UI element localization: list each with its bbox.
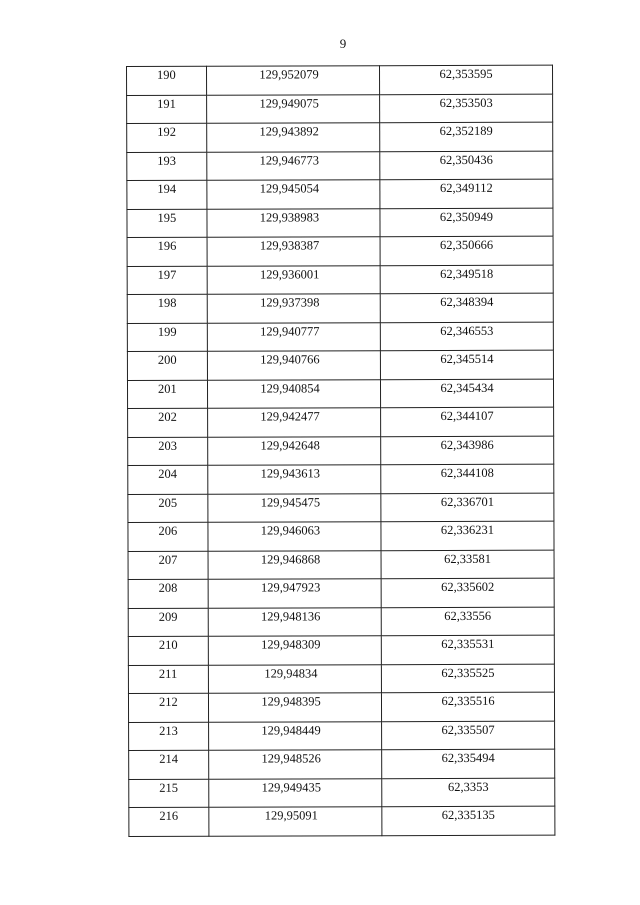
point-number-cell — [127, 66, 207, 95]
x-coordinate-cell — [208, 664, 381, 693]
point-number-cell-text: 201 — [157, 381, 177, 396]
y-coordinate-cell-text: 62,335531 — [441, 636, 495, 652]
point-number-cell-text: 205 — [158, 495, 178, 510]
x-coordinate-cell — [208, 465, 381, 494]
y-coordinate-cell — [380, 350, 553, 379]
y-coordinate-cell-text: 62,335602 — [441, 579, 495, 595]
point-number-cell — [128, 579, 208, 608]
x-coordinate-cell — [208, 636, 381, 665]
point-number-cell — [127, 152, 207, 181]
y-coordinate-cell-text: 62,33581 — [444, 551, 492, 566]
point-number-cell — [128, 522, 208, 551]
point-number-cell — [128, 465, 208, 494]
x-coordinate-cell-text: 129,943892 — [259, 124, 319, 139]
x-coordinate-cell — [208, 693, 381, 722]
x-coordinate-cell — [207, 208, 380, 237]
point-number-cell-text: 215 — [159, 780, 179, 795]
x-coordinate-cell — [209, 778, 382, 807]
x-coordinate-cell — [207, 180, 380, 209]
table-row — [129, 749, 555, 779]
table-row — [127, 122, 553, 152]
point-number-cell — [127, 351, 207, 380]
y-coordinate-cell-text: 62,335516 — [441, 693, 495, 709]
x-coordinate-cell-text: 129,947923 — [260, 580, 321, 595]
y-coordinate-cell — [380, 65, 553, 94]
table-row — [129, 778, 555, 808]
point-number-cell-text: 212 — [158, 694, 178, 709]
y-coordinate-cell — [381, 578, 554, 607]
x-coordinate-cell-text: 129,943613 — [260, 466, 320, 481]
table-row — [128, 664, 554, 694]
y-coordinate-cell-text: 62,349112 — [440, 180, 493, 196]
point-number-cell-text: 216 — [159, 808, 179, 823]
x-coordinate-cell-text: 129,946773 — [259, 152, 320, 168]
y-coordinate-cell-text: 62,335525 — [441, 665, 495, 680]
point-number-cell — [128, 494, 208, 523]
table-row — [128, 493, 554, 523]
x-coordinate-cell — [208, 550, 381, 579]
y-coordinate-cell — [382, 806, 555, 835]
coordinates-table-body — [127, 65, 555, 836]
point-number-cell — [127, 380, 207, 409]
table-row — [128, 464, 554, 494]
x-coordinate-cell-text: 129,952079 — [259, 67, 319, 82]
x-coordinate-cell — [209, 807, 382, 836]
table-row — [128, 692, 554, 722]
y-coordinate-cell — [381, 407, 554, 436]
x-coordinate-cell — [209, 750, 382, 779]
y-coordinate-cell — [382, 778, 555, 807]
x-coordinate-cell-text: 129,948309 — [261, 637, 321, 652]
point-number-cell-text: 194 — [157, 181, 177, 196]
x-coordinate-cell-text: 129,945054 — [259, 181, 320, 196]
y-coordinate-cell — [382, 721, 555, 750]
x-coordinate-cell — [208, 522, 381, 551]
point-number-cell — [127, 123, 207, 152]
table-row — [128, 607, 554, 637]
point-number-cell-text: 199 — [157, 324, 177, 339]
x-coordinate-cell-text: 129,942648 — [260, 437, 320, 453]
point-number-cell-text: 198 — [157, 295, 177, 310]
y-coordinate-cell — [381, 692, 554, 721]
point-number-cell — [127, 180, 207, 209]
x-coordinate-cell — [207, 294, 380, 323]
point-number-cell — [127, 95, 207, 124]
table-row — [127, 94, 553, 124]
x-coordinate-cell — [207, 351, 380, 380]
point-number-cell-text: 195 — [157, 210, 177, 225]
table-row — [128, 521, 554, 551]
y-coordinate-cell — [382, 749, 555, 778]
table-row — [129, 721, 555, 751]
y-coordinate-cell — [381, 607, 554, 636]
table-row — [127, 265, 553, 295]
x-coordinate-cell-text: 129,940766 — [260, 352, 320, 367]
x-coordinate-cell — [207, 322, 380, 351]
y-coordinate-cell — [381, 521, 554, 550]
y-coordinate-cell — [380, 265, 553, 294]
table-row — [127, 179, 553, 209]
y-coordinate-cell — [380, 122, 553, 151]
y-coordinate-cell — [381, 635, 554, 664]
x-coordinate-cell-text: 129,940854 — [260, 380, 320, 396]
x-coordinate-cell — [207, 379, 380, 408]
table-row — [127, 293, 553, 323]
point-number-cell-text: 200 — [157, 352, 177, 367]
x-coordinate-cell — [208, 579, 381, 608]
y-coordinate-cell — [380, 322, 553, 351]
x-coordinate-cell-text: 129,94834 — [264, 665, 318, 681]
point-number-cell — [128, 636, 208, 665]
table-row — [128, 635, 554, 665]
y-coordinate-cell — [380, 208, 553, 237]
table-row — [127, 208, 553, 238]
x-coordinate-cell-text: 129,946063 — [260, 523, 321, 538]
y-coordinate-cell-text: 62,348394 — [440, 294, 494, 310]
point-number-cell-text: 193 — [157, 153, 177, 168]
point-number-cell — [129, 779, 209, 808]
point-number-cell — [129, 722, 209, 751]
x-coordinate-cell — [207, 94, 380, 123]
table-row — [128, 578, 554, 608]
y-coordinate-cell-text: 62,33556 — [444, 608, 492, 623]
x-coordinate-cell-text: 129,948449 — [261, 722, 321, 738]
point-number-cell — [128, 608, 208, 637]
x-coordinate-cell-text: 129,938983 — [259, 209, 320, 225]
table-row — [128, 407, 554, 437]
y-coordinate-cell-text: 62,344108 — [440, 465, 494, 481]
x-coordinate-cell — [208, 408, 381, 437]
table-row — [127, 65, 553, 95]
point-number-cell-text: 197 — [157, 267, 177, 282]
y-coordinate-cell-text: 62,343986 — [440, 437, 494, 452]
y-coordinate-cell-text: 62,353503 — [439, 95, 493, 110]
point-number-cell-text: 210 — [158, 637, 178, 652]
point-number-cell — [127, 294, 207, 323]
page-number: 9 — [339, 36, 347, 51]
x-coordinate-cell-text: 129,948136 — [261, 608, 321, 624]
table-row — [127, 236, 553, 266]
y-coordinate-cell-text: 62,345514 — [440, 351, 494, 367]
y-coordinate-cell — [381, 436, 554, 465]
point-number-cell-text: 192 — [157, 124, 176, 139]
table-row — [127, 151, 553, 181]
y-coordinate-cell-text: 62,345434 — [440, 380, 494, 395]
y-coordinate-cell — [381, 493, 554, 522]
y-coordinate-cell-text: 62,346553 — [440, 323, 494, 338]
y-coordinate-cell — [381, 464, 554, 493]
point-number-cell-text: 204 — [158, 466, 178, 481]
y-coordinate-cell-text: 62,350949 — [439, 209, 494, 224]
x-coordinate-cell — [207, 123, 380, 152]
point-number-cell-text: 191 — [157, 96, 176, 111]
x-coordinate-cell-text: 129,949435 — [261, 779, 321, 795]
y-coordinate-cell-text: 62,344107 — [440, 408, 494, 424]
y-coordinate-cell — [380, 236, 553, 265]
x-coordinate-cell — [208, 607, 381, 636]
x-coordinate-cell — [207, 66, 380, 95]
y-coordinate-cell — [381, 550, 554, 579]
point-number-cell — [129, 807, 209, 836]
x-coordinate-cell-text: 129,948395 — [261, 694, 321, 709]
point-number-cell-text: 206 — [158, 523, 178, 538]
table-row — [128, 550, 554, 580]
point-number-cell — [128, 693, 208, 722]
x-coordinate-cell-text: 129,940777 — [260, 323, 320, 339]
x-coordinate-cell-text: 129,937398 — [260, 295, 320, 310]
point-number-cell — [127, 209, 207, 238]
point-number-cell-text: 207 — [158, 552, 178, 567]
y-coordinate-cell-text: 62,350436 — [439, 152, 493, 167]
y-coordinate-cell — [380, 94, 553, 123]
point-number-cell — [128, 437, 208, 466]
coordinates-table — [126, 65, 555, 837]
point-number-cell-text: 213 — [159, 723, 178, 738]
y-coordinate-cell — [381, 664, 554, 693]
x-coordinate-cell — [208, 493, 381, 522]
point-number-cell — [129, 750, 209, 779]
table-row — [127, 322, 553, 352]
x-coordinate-cell-text: 129,936001 — [259, 266, 320, 282]
y-coordinate-cell-text: 62,350666 — [439, 237, 494, 253]
y-coordinate-cell-text: 62,3353 — [447, 779, 489, 794]
y-coordinate-cell-text: 62,335494 — [441, 750, 495, 766]
point-number-cell — [128, 665, 208, 694]
x-coordinate-cell-text: 129,949075 — [259, 95, 319, 111]
y-coordinate-cell — [380, 379, 553, 408]
x-coordinate-cell — [207, 151, 380, 180]
y-coordinate-cell — [380, 151, 553, 180]
x-coordinate-cell — [207, 237, 380, 266]
y-coordinate-cell — [380, 179, 553, 208]
y-coordinate-cell-text: 62,335135 — [441, 807, 495, 823]
x-coordinate-cell-text: 129,95091 — [264, 808, 318, 823]
point-number-cell-text: 209 — [158, 609, 178, 624]
y-coordinate-cell-text: 62,349518 — [440, 266, 494, 281]
x-coordinate-cell — [207, 265, 380, 294]
point-number-cell — [128, 408, 208, 437]
x-coordinate-cell-text: 129,938387 — [259, 238, 320, 253]
table-row — [127, 379, 553, 409]
y-coordinate-cell — [380, 293, 553, 322]
point-number-cell-text: 202 — [158, 409, 177, 424]
x-coordinate-cell — [208, 436, 381, 465]
x-coordinate-cell-text: 129,946868 — [260, 551, 321, 567]
point-number-cell-text: 211 — [158, 666, 178, 681]
point-number-cell-text: 190 — [157, 67, 176, 82]
y-coordinate-cell-text: 62,336701 — [440, 494, 494, 509]
x-coordinate-cell-text: 129,945475 — [260, 494, 321, 510]
x-coordinate-cell — [209, 721, 382, 750]
point-number-cell-text: 203 — [158, 438, 177, 453]
x-coordinate-cell-text: 129,948526 — [261, 751, 321, 766]
table-row — [127, 350, 553, 380]
point-number-cell-text: 196 — [157, 238, 177, 253]
table-row — [128, 436, 554, 466]
point-number-cell-text: 214 — [159, 751, 178, 766]
point-number-cell — [127, 266, 207, 295]
y-coordinate-cell-text: 62,336231 — [440, 522, 495, 538]
point-number-cell — [128, 551, 208, 580]
x-coordinate-cell-text: 129,942477 — [260, 409, 320, 424]
y-coordinate-cell-text: 62,352189 — [439, 123, 493, 139]
point-number-cell — [127, 237, 207, 266]
point-number-cell — [127, 323, 207, 352]
table-row — [129, 806, 555, 836]
point-number-cell-text: 208 — [158, 580, 178, 595]
y-coordinate-cell-text: 62,335507 — [441, 722, 495, 737]
y-coordinate-cell-text: 62,353595 — [439, 66, 493, 82]
